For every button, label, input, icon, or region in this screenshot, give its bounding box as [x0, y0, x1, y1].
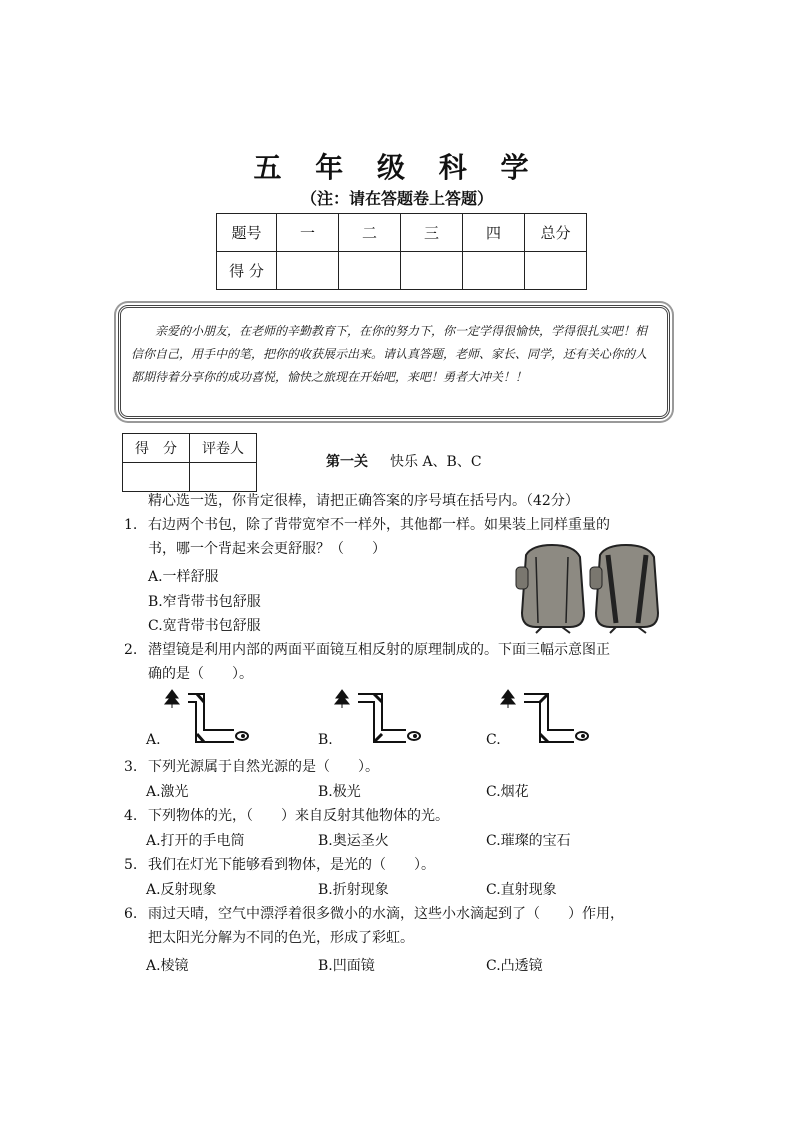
q6-option-c[interactable]: C.凸透镜 — [486, 958, 543, 974]
section-title: 快乐 A、B、C — [390, 454, 482, 470]
q3-option-c[interactable]: C.烟花 — [486, 784, 529, 800]
q6-option-a[interactable]: A.棱镜 — [146, 958, 189, 974]
question-3 — [124, 755, 379, 779]
question-text: 确的是（ ）。 — [148, 666, 253, 682]
grader-score-label: 得 分 — [123, 434, 190, 463]
question-5 — [124, 853, 435, 877]
question-text: 书，哪一个背起来会更舒服？（ ） — [148, 541, 386, 557]
q2-option-c[interactable]: C. — [486, 732, 501, 748]
score-header-cell: 二 — [339, 214, 401, 252]
q4-option-c[interactable]: C.璀璨的宝石 — [486, 833, 571, 849]
score-table-score-row — [217, 252, 587, 290]
score-row-label: 得 分 — [217, 252, 277, 290]
question-6 — [124, 902, 624, 950]
q5-option-b[interactable]: B.折射现象 — [318, 882, 389, 898]
section-intro: 精心选一选，你肯定很棒，请把正确答案的序号填在括号内。（42分） — [148, 493, 579, 509]
q2-option-a[interactable]: A. — [146, 732, 161, 748]
grader-name-cell[interactable] — [190, 463, 257, 492]
score-cell[interactable] — [463, 252, 525, 290]
q4-option-a[interactable]: A.打开的手电筒 — [146, 833, 245, 849]
narrow-strap-backpack-image — [516, 545, 584, 633]
q3-option-b[interactable]: B.极光 — [318, 784, 361, 800]
grader-score-cell[interactable] — [123, 463, 190, 492]
score-header-cell: 三 — [401, 214, 463, 252]
page-subtitle: （注：请在答题卷上答题） — [300, 189, 493, 208]
question-text: 我们在灯光下能够看到物体，是光的（ ）。 — [148, 857, 435, 873]
question-number: 1. — [124, 517, 138, 533]
score-table-header-row — [217, 214, 587, 252]
q1-option-a[interactable]: A.一样舒服 — [148, 569, 219, 585]
periscope-diagram-b — [334, 688, 424, 748]
score-cell[interactable] — [339, 252, 401, 290]
question-4 — [124, 804, 449, 828]
question-2 — [124, 638, 610, 686]
backpacks-illustration — [512, 543, 672, 633]
score-table — [216, 213, 587, 290]
q6-option-b[interactable]: B.凹面镜 — [318, 958, 375, 974]
q1-option-b[interactable]: B.窄背带书包舒服 — [148, 594, 261, 610]
question-text: 右边两个书包，除了背带宽窄不一样外，其他都一样。如果装上同样重量的 — [148, 517, 610, 533]
question-number: 4. — [124, 808, 138, 824]
q3-option-a[interactable]: A.激光 — [146, 784, 189, 800]
score-header-cell: 一 — [277, 214, 339, 252]
q1-option-c[interactable]: C.宽背带书包舒服 — [148, 618, 261, 634]
section-name: 第一关 — [326, 454, 368, 470]
question-text: 雨过天晴，空气中漂浮着很多微小的水滴，这些小水滴起到了（ ）作用， — [148, 906, 624, 922]
question-number: 2. — [124, 642, 138, 658]
question-text: 把太阳光分解为不同的色光，形成了彩虹。 — [148, 930, 414, 946]
q5-option-c[interactable]: C.直射现象 — [486, 882, 557, 898]
score-header-cell: 题号 — [217, 214, 277, 252]
score-cell[interactable] — [277, 252, 339, 290]
score-header-cell: 四 — [463, 214, 525, 252]
page-title: 五 年 级 科 学 — [253, 151, 541, 184]
periscope-diagram-c — [500, 688, 592, 748]
notice-box — [118, 305, 670, 419]
q4-option-b[interactable]: B.奥运圣火 — [318, 833, 389, 849]
score-cell[interactable] — [401, 252, 463, 290]
question-text: 潜望镜是利用内部的两面平面镜互相反射的原理制成的。下面三幅示意图正 — [148, 642, 610, 658]
section-heading — [326, 451, 482, 471]
grader-table — [122, 433, 257, 492]
question-text: 下列光源属于自然光源的是（ ）。 — [148, 759, 379, 775]
periscope-diagram-a — [164, 688, 254, 748]
wide-strap-backpack-image — [590, 545, 658, 633]
score-header-cell: 总分 — [525, 214, 587, 252]
question-number: 6. — [124, 906, 138, 922]
notice-text: 亲爱的小朋友，在老师的辛勤教育下，在你的努力下，你一定学得很愉快，学得很扎实吧！相信你自己，用手中的笔，把你的收获展示出来。请认真答题，老师、家长、同学，还有关心你的人都期待着分享你的成功喜悦，愉快之旅现在开始吧，来吧！勇者大冲关！！ — [131, 324, 648, 384]
question-number: 3. — [124, 759, 138, 775]
question-text: 下列物体的光，（ ）来自反射其他物体的光。 — [148, 808, 449, 824]
grader-name-label: 评卷人 — [190, 434, 257, 463]
question-number: 5. — [124, 857, 138, 873]
q2-option-b[interactable]: B. — [318, 732, 333, 748]
score-cell[interactable] — [525, 252, 587, 290]
q5-option-a[interactable]: A.反射现象 — [146, 882, 217, 898]
